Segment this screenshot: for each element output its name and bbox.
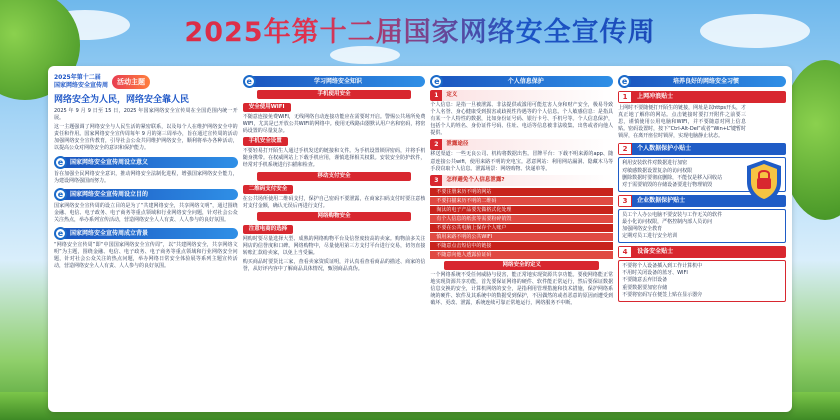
section-title: 国家网络安全宣传周设立目的 (62, 189, 238, 200)
subsection-phone: 手机使用安全 (257, 90, 412, 99)
section-habits (618, 75, 786, 88)
e-logo-icon: e (54, 227, 67, 240)
tip-heading (618, 246, 786, 258)
e-logo-icon: e (618, 75, 631, 88)
intro-text: 这一主题强调了网络安全与人民生活的紧密联系，以及每个人在维护网络安全中的责任和作用。国家网络安全宣传周每年 9 月的第三周举办，旨在通过宣传周的活动加强网络安全宣传教育，引导社会公众共同维护网络安全，顺利将举办各种活动，以提高公众对网络安全的意识和保护能力。 (54, 124, 238, 152)
tip-heading (618, 143, 786, 155)
intro-edition: 2025年第十二届 (54, 74, 101, 81)
definition-text: 个人信息：是指一旦被泄露、非法提供或滥用可能危害人身和财产安全，极易导致个人名誉、身心健康受到损害或歧视性待遇等的个人信息。个人敏感信息：是指具有某一个人特性的数据，比如身份证号码、银行卡号、手机号等。个人信息保护，包括个人的姓名、身份证件号码、住址、电话等信息被非法收集、出售或者向他人提供。 (430, 102, 614, 137)
tag-ecommerce: 注意电商的选择 (243, 225, 294, 234)
tip-box (618, 209, 786, 243)
list-item: 重要数据要加密存储 (622, 284, 668, 291)
list-item: 员工个人办公电脑不要安装与工作无关的软件 (622, 211, 723, 218)
list-item: 最小化访问权限，严格控制内部人员访问 (622, 218, 713, 225)
list-item: 不用时关闭设备的蓝牙、WIFI (622, 270, 688, 277)
section-title: 国家网络安全宣传周设立意义 (62, 157, 238, 168)
heading-label: 定义 (442, 90, 613, 101)
list-item: 有个人信息的纸张等需要粉碎销毁 (430, 215, 613, 223)
network-security-text: 一个网络系统不受任何威胁与侵害，能正常地实现资源共享功能。要使网络能正常地实现资源共享功能，首先要保证网络的硬件、软件能正常运行，然后要保证数据信息交换的安全，计算机网络的安全，是指利用管理措施和技术措施，保护网络系统的硬件、软件及其系统中的数据受到保护，不因偶然的或者恶意的原因而遭受到破坏、更改、泄露，系统连续可靠正常地运行，网络服务不中断。 (430, 271, 614, 307)
list-item: 不要随意丢弃旧设备 (622, 277, 668, 284)
e-logo-icon: e (54, 188, 67, 201)
theme-slogan: 网络安全为人民，网络安全靠人民 (54, 95, 190, 105)
number-badge: 2 (618, 143, 632, 155)
column-intro (54, 72, 238, 406)
e-logo-icon: e (243, 75, 256, 88)
background-text: “网络安全宣传周”即“中国国家网络安全宣传周”，以“共建网络安全，共享网络文明”为主题，围绕金融、电信、电子政务、电子商务等重点领域和行业网络安全问题，针对社会公众关注的热点问题，举办网络日常安全体验展等系列主题宣传活动，营造网络安全人人有责、人人参与的良好氛围。 (54, 242, 238, 270)
number-badge: 3 (618, 195, 632, 207)
intro-date-text: 2025 年 9 月 9 日至 15 日，2025 年国家网络安全宣传周在全国范围内统一开展。 (54, 108, 238, 122)
leak-path-text: 移送渠道：一些无良公司、机构将数据出售。冒牌平台：下载不明来源的app、随意连接公共wifi，使用来路不明的充电宝。恶意网站：利用网站漏洞、隐藏木马等手段窃取个人信息。泄露场景：网络购物、快递单等。 (430, 151, 614, 172)
tip-title: 上网冲浪贴士 (632, 91, 786, 103)
section-background (54, 227, 238, 240)
section-title: 培养良好的网络安全习惯 (626, 76, 786, 87)
surfing-tip-text: 上网时不要随便打开陌生的链接，网址是以https开头，才真正地了解你的网站。点击链接时要打开附件之前要三思，谨慎使用公用电脑和WIFI，并不要随意对网上信息贴。密码设置时，按下“Ctrl-Alt-Del”或者“Win+L”键暂时锁屏，在离开座位时锁屏，实现电脑静止状态。 (618, 105, 746, 140)
list-item: 不要将个人设备插入到工作计算机中 (622, 263, 703, 270)
number-badge: 2 (430, 139, 442, 150)
column-knowledge (243, 72, 426, 406)
e-logo-icon: e (430, 75, 443, 88)
intro-header (54, 74, 238, 90)
intro-event: 国家网络安全宣传周 (54, 82, 109, 89)
list-item: 定期对员工进行安全培训 (622, 233, 678, 240)
section-privacy (430, 75, 613, 88)
column-privacy (430, 72, 613, 406)
list-item: 慎用来路不明的公共WIFI (430, 233, 613, 241)
purpose-text: 国家网络安全宣传周的设立目的是为了“共建网络安全，共享网络文明”，通过围绕金融、电信、电子政务、电子商务等重点领域和行业网络安全问题，针对社会公众关注热点，举办系列宣传活动，营造网络安全人人有责、人人参与的良好氛围。 (54, 202, 238, 223)
tip-title: 企业数据保护贴士 (632, 195, 786, 207)
tip-title: 个人数据保护小贴士 (632, 143, 786, 155)
qr-payment-text: 在公共场所使用二维码支付，保护自己密码不要泄露，在商家扫码支付时要注意核对支付金额，确认无误后再进行支付。 (242, 195, 426, 209)
heading-label: 泄露途径 (442, 139, 613, 150)
list-item: 不要注册来历不明的网站 (430, 188, 613, 196)
ecommerce-text: 网购时要尽量选择大型、成熟的网络购物平台及信誉度较高的卖家。购物前多关注网店的信誉度和口碑。网络购物中，尽量使用第三方支付平台进行交易，切勿直接转账汇款给卖家，以免上当受骗。 (242, 235, 426, 256)
section-purpose (54, 188, 238, 201)
list-item: 不随意点击短信中的链接 (430, 242, 613, 250)
subsection-shopping: 网络购物安全 (257, 212, 412, 221)
number-badge: 1 (430, 90, 442, 101)
list-item: 不要在公共电脑上保存个人账户 (430, 224, 613, 232)
subsection-definition: 网络安全的定义 (444, 261, 599, 270)
prevention-list (430, 188, 613, 259)
number-badge: 4 (618, 246, 632, 258)
page-title: 2025年第十二届国家网络安全宣传周 (0, 10, 840, 49)
shield-icon (744, 158, 784, 206)
tip-title: 设备安全贴士 (632, 246, 786, 258)
list-item: 删除数据时要彻底删除，不能仅是移入回收站 (622, 174, 723, 181)
wifi-text: 不随意连接免费WIFI，无线网络自动连接功能应在需要时开启。警惕公共场所免费WIFI，尤其是已开放公共WIFI的网络中。使用无线路由器默认用户名和密码，将密码设置的尽量复杂。 (242, 114, 426, 135)
subsection-payment: 移动支付安全 (257, 172, 412, 181)
tag-wifi: 安全使用WIFI (243, 103, 291, 112)
number-badge: 1 (618, 91, 632, 103)
tag-phone-settings: 手机安全设置 (243, 137, 288, 146)
list-item: 加强网络安全教育 (622, 226, 663, 233)
shopping-tip-text: 购买商品时要货比三家，查看卖家资质证明，并认真看查看商品的描述、商家的信誉，从好评内容中了解商品具体情况，甄别商品真伪。 (242, 259, 426, 273)
list-item: 淘汰的电子产品要先做格式化处理 (430, 206, 613, 214)
section-significance (54, 156, 238, 169)
tag-qr-payment: 二维码支付安全 (243, 185, 294, 194)
tip-heading (618, 91, 786, 103)
e-logo-icon: e (54, 156, 67, 169)
numbered-heading (430, 90, 613, 101)
section-title: 个人信息保护 (438, 76, 613, 87)
content-board (48, 66, 792, 412)
heading-label: 怎样避免个人信息泄露? (442, 175, 613, 186)
numbered-heading (430, 139, 613, 150)
list-item: 利用安装软件对数据进行加密 (622, 160, 688, 167)
significance-text: 旨在加强全民网络安全意识，推动网络安全法制化进程，增强国家网络安全能力，为建设网络强国而努力。 (54, 170, 238, 184)
section-title: 国家网络安全宣传周成立背景 (62, 228, 238, 239)
section-knowledge (243, 75, 426, 88)
phone-settings-text: 不要轻易打开陌生人通过手机发送的链接和文件。为手机设置锁屏密码，并将手机随身携带。在权威网站上下载手机应用，谨慎选择相关权限。安装安全防护软件，经常对手机系统进行扫描和检查。 (242, 148, 426, 169)
list-item: 不要扫描来历不明的二维码 (430, 197, 613, 205)
list-item: 对于需要销毁的存储设备要进行物理销毁 (622, 181, 713, 188)
tip-box (618, 260, 786, 301)
list-item: 不要将密码写在便签上贴在显示器旁 (622, 291, 703, 298)
list-item: 对敏感数据设置复杂的访问权限 (622, 167, 693, 174)
list-item: 不随意向他人透露验证码 (430, 251, 613, 259)
section-title: 学习网络安全知识 (251, 76, 426, 87)
number-badge: 3 (430, 175, 442, 186)
theme-badge: 活动主题 (112, 75, 150, 89)
numbered-heading (430, 175, 613, 186)
column-habits (618, 72, 786, 406)
